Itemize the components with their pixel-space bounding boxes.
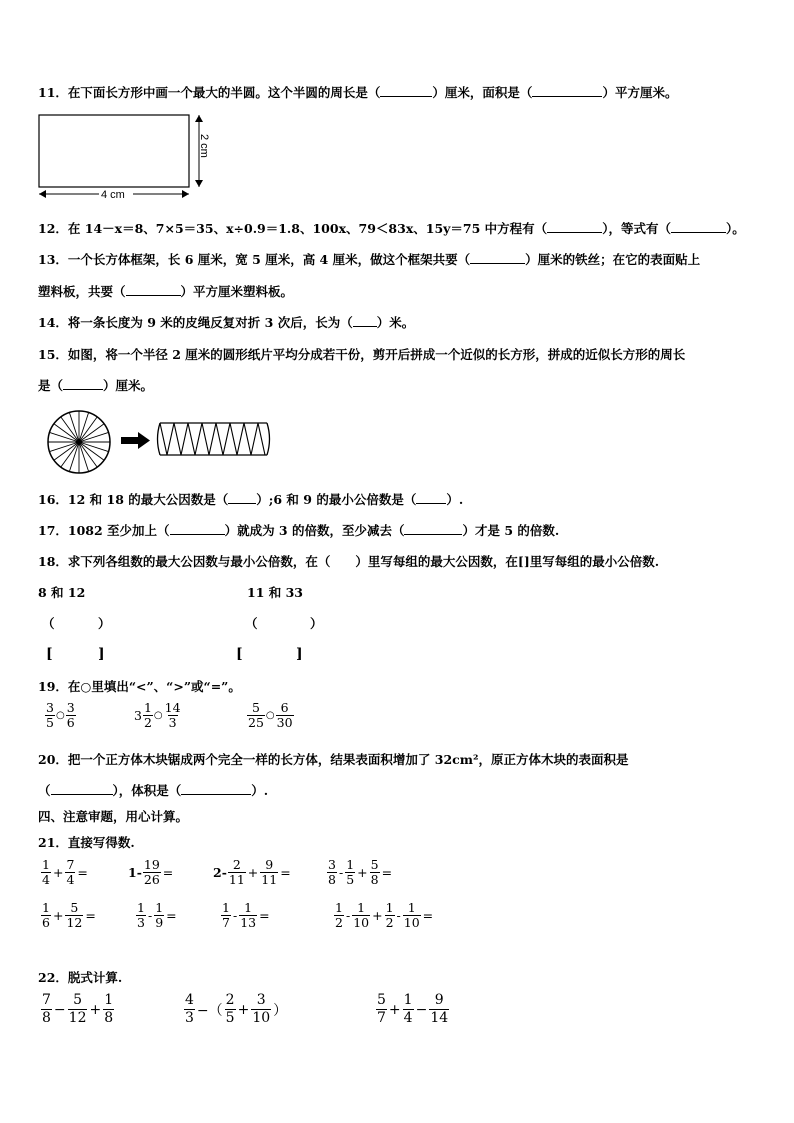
fraction: [41, 992, 52, 1027]
question-16: 16．12 和 18 的最大公因数是（ ）;6 和 9 的最小公倍数是（ ）.: [38, 492, 464, 507]
compare-circle[interactable]: ○: [153, 710, 163, 721]
fraction: [327, 858, 337, 887]
fraction: [429, 992, 449, 1027]
fraction: [403, 992, 414, 1027]
numerator: 7: [42, 992, 51, 1008]
question-13-line2: 塑料板，共要（ ）平方厘米塑料板。: [38, 284, 294, 299]
calc-item: [40, 901, 97, 930]
right-arrow-icon: [121, 432, 150, 449]
denominator: 8: [42, 1010, 51, 1026]
answer-blank[interactable]: [228, 492, 256, 504]
denominator: 7: [377, 1010, 386, 1026]
fraction: [103, 992, 114, 1027]
numerator: 1: [137, 900, 145, 915]
fraction: [345, 858, 355, 887]
fraction: [65, 901, 83, 930]
fraction: [370, 858, 380, 887]
denominator: 12: [68, 1010, 87, 1026]
answer-blank[interactable]: [404, 523, 462, 535]
denominator: 7: [222, 915, 230, 930]
numerator: 5: [70, 900, 79, 915]
math-operator: =: [85, 908, 96, 923]
numerator: 5: [251, 700, 260, 715]
gcd-paren-close: ）: [310, 616, 323, 631]
fraction: [184, 992, 195, 1027]
calc-item: 2- $\frac{2}{11}$ + $\frac{9}{11}$ =: [213, 857, 291, 887]
math-operator: −（: [196, 1002, 223, 1019]
math-operator: -: [232, 908, 238, 923]
question-15-line1: 15．如图，将一个半径 2 厘米的圆形纸片平均分成若干份，剪开后拼成一个近似的长方形，拼成的近似长方形的周长: [38, 347, 686, 362]
fraction: [403, 901, 421, 930]
denominator: 11: [261, 872, 278, 887]
denominator: 5: [46, 715, 54, 730]
math-operator: +: [357, 865, 368, 880]
numerator: 1: [385, 900, 394, 915]
question-22: 22．脱式计算.: [38, 970, 123, 985]
fraction: [164, 701, 182, 730]
lcm-bracket-close: ]: [98, 646, 105, 662]
denominator: 26: [143, 872, 160, 887]
question-20-line1: 20．把一个正方体木块锯成两个完全一样的长方体，结果表面积增加了 32cm²，原正方体木块的表面积是: [38, 752, 629, 767]
denominator: 30: [276, 715, 293, 730]
numerator: 3: [328, 857, 336, 872]
math-operator: +: [52, 865, 64, 880]
calc-item: [40, 858, 89, 887]
calc-item: [326, 858, 393, 887]
numerator: 4: [185, 992, 194, 1008]
gcd-paren-open: （: [42, 616, 55, 631]
numerator: 5: [377, 992, 386, 1008]
denominator: 4: [42, 872, 50, 887]
answer-blank[interactable]: [416, 492, 446, 504]
denominator: 5: [346, 872, 355, 887]
answer-blank[interactable]: [170, 523, 225, 535]
math-operator: =: [162, 865, 174, 880]
denominator: 14: [430, 1010, 449, 1026]
denominator: 6: [42, 915, 50, 930]
math-operator: ）: [273, 1002, 288, 1019]
compare-item-3: [246, 701, 295, 730]
fraction: [251, 992, 271, 1027]
denominator: 6: [66, 715, 75, 730]
math-operator: -: [345, 908, 351, 923]
numerator: 6: [280, 700, 289, 715]
fraction: [276, 701, 294, 730]
answer-blank[interactable]: [671, 221, 726, 233]
numerator: 1: [42, 900, 50, 915]
math-operator: −: [53, 1001, 66, 1018]
fraction: [66, 701, 76, 730]
fraction: [247, 701, 265, 730]
fraction: [225, 992, 236, 1027]
pair-1-label: 8 和 12: [38, 585, 86, 600]
answer-blank[interactable]: [532, 85, 602, 97]
math-operator: −: [415, 1001, 428, 1018]
numerator: 1: [346, 857, 355, 872]
math-operator: +: [388, 1001, 401, 1018]
answer-blank[interactable]: [470, 252, 525, 264]
numerator: 5: [370, 857, 379, 872]
math-operator: =: [422, 908, 434, 923]
numerator: 1: [222, 900, 230, 915]
denominator: 25: [248, 715, 264, 730]
math-operator: =: [166, 908, 177, 923]
expression-1: [40, 992, 115, 1027]
fraction: [136, 901, 146, 930]
denominator: 8: [104, 1010, 114, 1026]
math-operator: +: [237, 1001, 250, 1018]
fraction: [41, 858, 51, 887]
denominator: 3: [137, 915, 145, 930]
compare-circle[interactable]: ○: [55, 710, 65, 721]
numerator: 1: [407, 900, 416, 915]
numerator: 1: [155, 900, 164, 915]
width-label: 4 cm: [101, 189, 125, 201]
compare-item-1: [44, 701, 77, 730]
question-14: 14．将一条长度为 9 米的皮绳反复对折 3 次后，长为（ ）米。: [38, 315, 415, 330]
answer-blank[interactable]: [63, 378, 103, 390]
lcm-bracket-open: [: [46, 646, 53, 662]
denominator: 5: [225, 1010, 235, 1026]
fraction: [376, 992, 387, 1027]
question-11: 11．在下面长方形中画一个最大的半圆。这个半圆的周长是（ ）厘米，面积是（ ）平方厘米。: [38, 85, 678, 100]
fraction: [45, 701, 55, 730]
numerator: 5: [73, 992, 83, 1008]
fraction: [68, 992, 88, 1027]
question-12: 12．在 14－x＝8、7×5＝35、x÷0.9＝1.8、100x、79＜83x、15y＝75 中方程有（ ），等式有（ ）。: [38, 221, 745, 236]
question-13-line1: 13．一个长方体框架，长 6 厘米，宽 5 厘米，高 4 厘米，做这个框架共要（ ）厘米的铁丝；在它的表面贴上: [38, 252, 701, 267]
calc-item: 1- $\frac{19}{26}$ =: [128, 857, 174, 887]
question-17: 17．1082 至少加上（ ）就成为 3 的倍数，至少减去（ ）才是 5 的倍数.: [38, 523, 560, 538]
lcm-bracket-open: [: [236, 646, 243, 662]
denominator: 2: [335, 915, 343, 930]
math-operator: +: [372, 908, 383, 923]
numerator: 9: [265, 857, 274, 872]
fraction: [334, 901, 344, 930]
fraction: [221, 901, 231, 930]
lcm-bracket-close: ]: [296, 646, 303, 662]
numerator: 1: [42, 857, 50, 872]
rectangle-figure: [35, 110, 215, 205]
section-title: 四、注意审题，用心计算。: [38, 809, 189, 824]
numerator: 2: [225, 992, 235, 1008]
compare-item-2: 3 $\frac{1}{2}$ ○ $\frac{14}{3}$: [134, 700, 181, 730]
fraction: [41, 901, 51, 930]
denominator: 9: [155, 915, 164, 930]
numerator: 1: [357, 900, 366, 915]
numerator: 7: [66, 857, 75, 872]
answer-blank[interactable]: [380, 85, 432, 97]
gcd-paren-open: （: [245, 616, 258, 631]
numerator: 1: [244, 900, 253, 915]
numerator: 2: [232, 857, 241, 872]
question-18: 18．求下列各组数的最大公因数与最小公倍数，在（ ）里写每组的最大公因数，在[]里写每组的最小公倍数.: [38, 554, 660, 569]
answer-blank[interactable]: [181, 783, 251, 795]
question-15-line2: 是（ ）厘米。: [38, 378, 154, 393]
expression-3: [375, 992, 450, 1027]
math-operator: -: [396, 908, 401, 923]
calc-item: [220, 901, 271, 930]
numerator: 3: [66, 700, 75, 715]
calc-item: [333, 901, 434, 930]
fraction: [143, 858, 161, 887]
circle-to-rectangle-figure: [44, 407, 276, 479]
numerator: 1: [403, 992, 413, 1008]
denominator: 3: [185, 1010, 194, 1026]
numerator: 19: [143, 857, 160, 872]
fraction: [228, 858, 246, 887]
denominator: 11: [228, 872, 245, 887]
numerator: 1: [143, 700, 152, 715]
gcd-paren-close: ）: [98, 616, 111, 631]
answer-blank[interactable]: [547, 221, 602, 233]
compare-circle[interactable]: ○: [265, 710, 275, 721]
denominator: 13: [240, 915, 257, 930]
denominator: 4: [403, 1010, 413, 1026]
answer-blank[interactable]: [126, 284, 181, 296]
math-operator: -: [147, 908, 153, 923]
math-operator: +: [89, 1001, 102, 1018]
numerator: 9: [434, 992, 444, 1008]
denominator: 10: [353, 915, 370, 930]
question-19: 19．在○里填出“<”、“>”或“=”。: [38, 679, 241, 694]
fraction: [352, 901, 370, 930]
fraction: [239, 901, 257, 930]
math-operator: =: [381, 865, 393, 880]
denominator: 3: [168, 715, 177, 730]
expression-2: [183, 992, 288, 1027]
height-label: 2 cm: [198, 134, 210, 158]
answer-blank[interactable]: [51, 783, 113, 795]
approximate-rectangle: [158, 423, 270, 455]
denominator: 8: [328, 872, 336, 887]
math-operator: +: [52, 908, 64, 923]
math-operator: -: [338, 865, 344, 880]
fraction: [65, 858, 75, 887]
question-20-line2: （ ），体积是（ ）.: [38, 783, 269, 798]
numerator: 14: [164, 700, 181, 715]
denominator: 2: [143, 715, 152, 730]
divided-circle: [48, 411, 110, 473]
denominator: 2: [385, 915, 394, 930]
math-operator: =: [77, 865, 88, 880]
denominator: 4: [66, 872, 75, 887]
math-operator: +: [247, 865, 259, 880]
fraction: [154, 901, 164, 930]
denominator: 10: [403, 915, 420, 930]
question-21: 21．直接写得数.: [38, 835, 135, 850]
numerator: 3: [256, 992, 266, 1008]
math-operator: =: [259, 908, 270, 923]
pair-2-label: 11 和 33: [247, 585, 303, 600]
fraction: [143, 701, 153, 730]
denominator: 12: [66, 915, 83, 930]
numerator: 3: [46, 700, 54, 715]
math-operator: =: [280, 865, 291, 880]
denominator: 10: [252, 1010, 271, 1026]
answer-blank[interactable]: [353, 315, 377, 327]
denominator: 8: [370, 872, 379, 887]
fraction: [260, 858, 278, 887]
fraction: [385, 901, 395, 930]
numerator: 1: [335, 900, 343, 915]
calc-item: [135, 901, 178, 930]
numerator: 1: [104, 992, 114, 1008]
